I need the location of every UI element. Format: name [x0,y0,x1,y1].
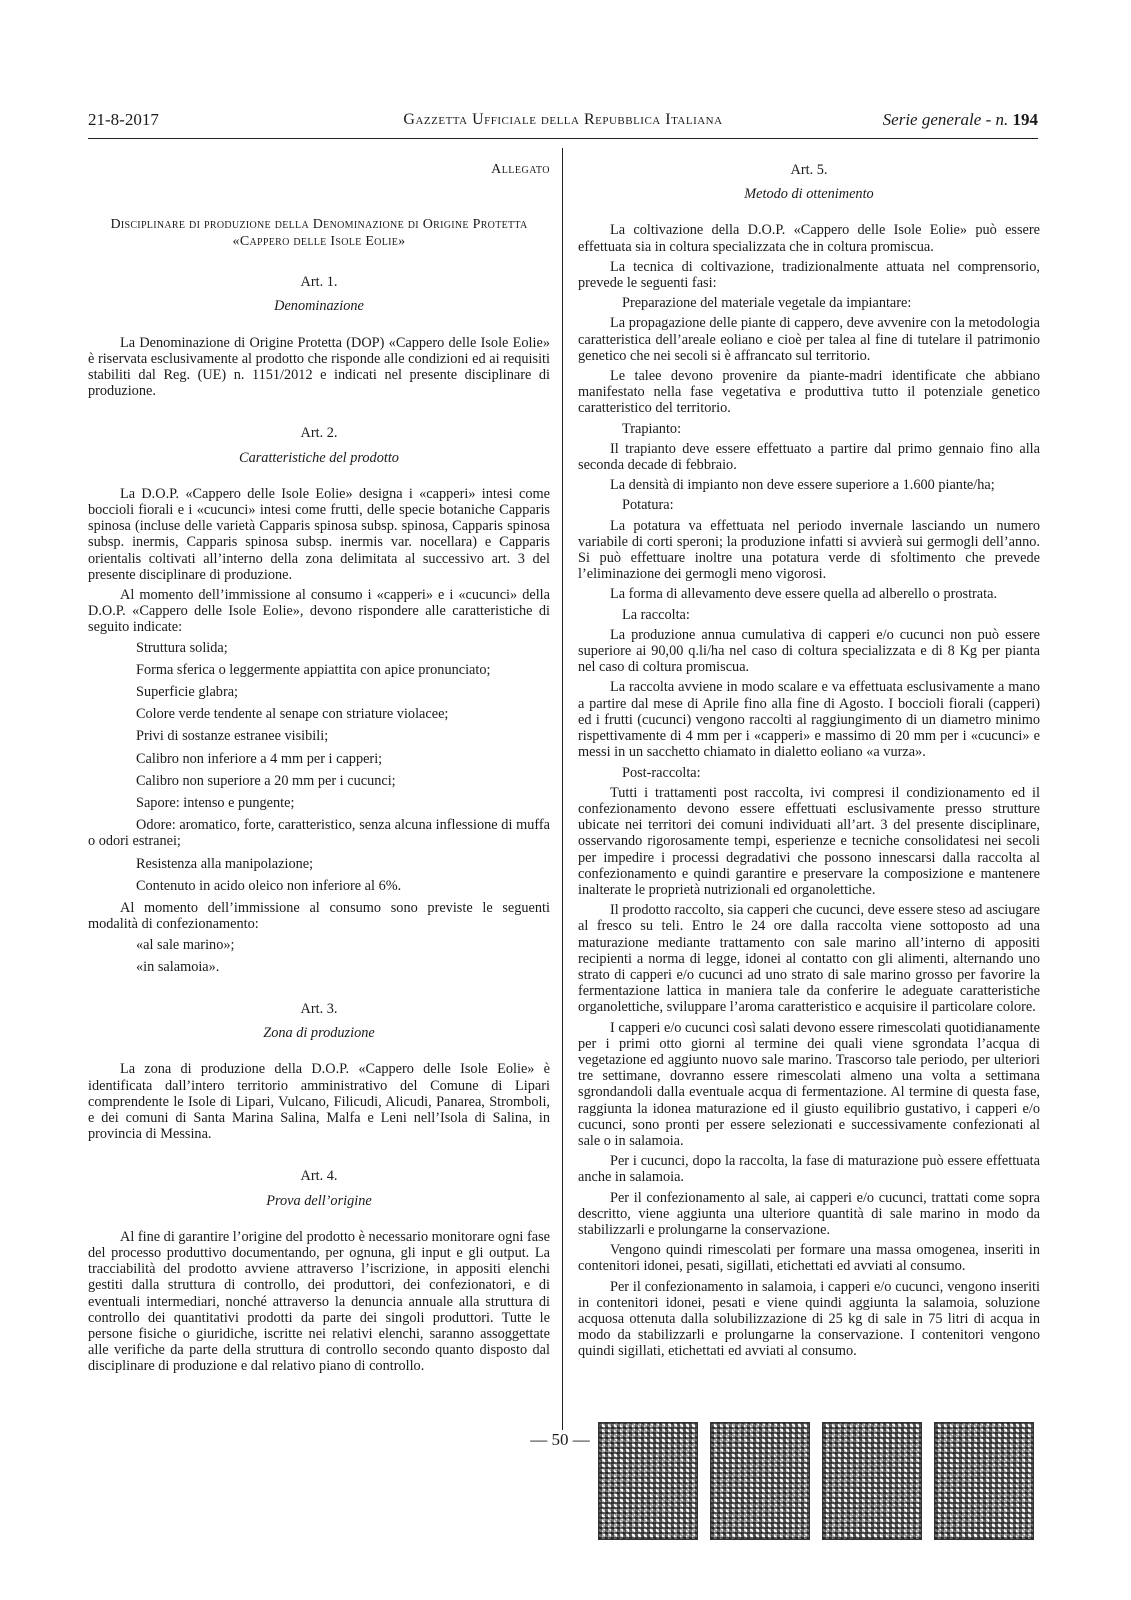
art5-paragraph: Il prodotto raccolto, sia capperi che cucunci, deve essere steso ad asciugare al fresco su teli. Entro le 24 ore dalla raccolta viene sottoposto ad una maturazione mediante trattamento con sale marino all’interno di appositi recipienti a norma di legge, idonei al contatto con gli alimenti, alternando uno strato di capperi e/o cucunci ad uno strato di sale marino grosso per favorire la fermentazione lattica in maniera tale da conferire le adeguate caratteristiche organolettiche, sviluppare l’aroma caratteristico e acquisire il particolare colore. [578,902,1040,1016]
allegato-label: Allegato [491,162,550,177]
characteristic-item: Privi di sostanze estranee visibili; [136,728,329,745]
gazette-title: Gazzetta Ufficiale della Repubblica Italiana [403,111,723,128]
art3-paragraph: La zona di produzione della D.O.P. «Cappero delle Isole Eolie» è identificata dall’intero territorio amministrativo del Comune di Lipari comprendente le Isole di Lipari, Vulcano, Filicudi, Alicudi, Panarea, Stromboli, e dei comuni di Santa Marina Salina, Malfa e Leni nell’Isola di Salina, in provincia di Messina. [88,1061,550,1143]
characteristic-item: Resistenza alla manipolazione; [136,855,314,872]
art5-paragraph: La coltivazione della D.O.P. «Cappero delle Isole Eolie» può essere effettuata sia in coltura specializzata che in coltura promiscua. [578,222,1040,255]
characteristic-item: Colore verde tendente al senape con striature violacee; [136,706,449,723]
phase-heading-post-raccolta: Post-raccolta: [622,764,701,781]
phase-heading-preparazione: Preparazione del materiale vegetale da impiantare: [622,295,912,312]
characteristic-item: Struttura solida; [136,639,228,656]
art5-paragraph: La propagazione delle piante di cappero, deve avvenire con la metodologia caratteristica dell’areale eoliano e cioè per talea al fine di tutelare il patrimonio genetico che nei secoli si è affrancato sul territorio. [578,315,1040,364]
art5-title: Metodo di ottenimento [744,186,874,203]
art3-number: Art. 3. [300,1000,338,1017]
art5-paragraph: Vengono quindi rimescolati per formare una massa omogenea, inseriti in contenitori idonei, pesati, sigillati, etichettati ed avviati al consumo. [578,1242,1040,1275]
series-label [883,110,1038,130]
art2-paragraph-1: La D.O.P. «Cappero delle Isole Eolie» designa i «capperi» intesi come boccioli fiorali e i «cucunci» intesi come frutti, delle specie botaniche Capparis spinosa (incluse delle varietà Capparis spinosa subsp. spinosa, Capparis spinosa subsp. inermis, Capparis spinosa subsp. inermis var. nocellara) e Capparis orientalis coltivati all’interno della zona delimitata al successivo art. 3 del presente disciplinare di produzione. [88,485,550,583]
page-header [88,110,1038,134]
art2-number: Art. 2. [300,425,338,442]
column-divider [562,148,563,1430]
characteristic-item: Calibro non superiore a 20 mm per i cucunci; [136,772,396,789]
disciplinare-title-line1: Disciplinare di produzione della Denominazione di Origine Protetta [110,217,528,233]
art5-paragraph: Le talee devono provenire da piante-madri identificate che abbiano manifestato nella fase vegetativa e produttiva tutto il potenziale genetico caratteristico del territorio. [578,368,1040,417]
art2-paragraph-3: Al momento dell’immissione al consumo sono previste le seguenti modalità di confezionamento: [88,900,550,933]
art5-paragraph: La raccolta avviene in modo scalare e va effettuata esclusivamente a mano a partire dal mese di Aprile fino alla fine di Agosto. I boccioli fiorali (capperi) ed i frutti (cucunci) vengono raccolti al raggiungimento di un diametro minimo rispettivamente di 4 mm per i «capperi» e massimo di 20 mm per i «cucunci» e messi in un sacchetto chiamato in dialetto eoliano «a vurza». [578,679,1040,761]
art2-paragraph-2: Al momento dell’immissione al consumo i «capperi» e i «cucunci» della D.O.P. «Cappero delle Isole Eolie», devono rispondere alle caratteristiche di seguito indicate: [88,587,550,636]
characteristic-item: Sapore: intenso e pungente; [136,795,295,812]
art4-title: Prova dell’origine [266,1192,372,1209]
packaging-item: «in salamoia». [136,958,220,975]
art5-paragraph: I capperi e/o cucunci così salati devono essere rimescolati quotidianamente per i primi otto giorni al termine dei quali viene sgrondata l’acqua di vegetazione ed aggiunto nuovo sale marino. Trascorso tale periodo, per ulteriori tre settimane, dovranno essere rimescolati almeno una volta a settimana sgrondandoli dalla eventuale acqua di fermentazione. Al termine di questa fase, raggiunta la idonea maturazione ed il giusto equilibrio gustativo, i capperi e/o cucunci, sono pronti per essere selezionati e successivamente confezionati al sale o in salamoia. [578,1019,1040,1149]
art5-paragraph: Il trapianto deve essere effettuato a partire dal primo gennaio fino alla seconda decade di febbraio. [578,440,1040,474]
qr-code-strip [598,1422,1034,1540]
qr-code-icon [822,1422,922,1540]
art4-paragraph: Al fine di garantire l’origine del prodotto è necessario monitorare ogni fase del processo produttivo documentando, per ognuna, gli input e gli output. La tracciabilità del prodotto avviene attraverso l’iscrizione, in appositi elenchi gestiti dalla struttura di controllo, dei produttori, dei confezionatori, e di eventuali intermediari, nonché attraverso la denuncia annuale alla struttura di controllo dei quantitativi prodotti da parte dei singoli produttori. Tutte le persone fisiche o giuridiche, iscritte nei relativi elenchi, saranno assoggettate alle verifiche da parte della struttura di controllo secondo quanto disposto dal disciplinare di produzione e dal relativo piano di controllo. [88,1228,550,1375]
characteristic-item: Superficie glabra; [136,684,239,701]
page-number: — 50 — [530,1430,590,1449]
art5-paragraph: La potatura va effettuata nel periodo invernale lasciando un numero variabile di corti speroni; la produzione infatti si avvierà sui germogli dell’anno. Si può effettuare inoltre una potatura verde di sfoltimento che prevede l’eliminazione dei germogli meno vigorosi. [578,517,1040,583]
qr-code-icon [710,1422,810,1540]
art1-number: Art. 1. [300,274,338,291]
art5-paragraph: La forma di allevamento deve essere quella ad alberello o prostrata. [610,586,998,603]
art5-paragraph: Per il confezionamento al sale, ai capperi e/o cucunci, trattati come sopra descritto, viene aggiunta una ulteriore quantità di sale marino in modo da stabilizzarli e prolungarne la conservazione. [578,1189,1040,1238]
publication-date: 21-8-2017 [88,110,159,129]
characteristic-item: Odore: aromatico, forte, caratteristico, senza alcuna inflessione di muffa o odori estranei; [88,817,550,850]
phase-heading-potatura: Potatura: [622,497,674,514]
art1-paragraph: La Denominazione di Origine Protetta (DOP) «Cappero delle Isole Eolie» è riservata esclusivamente al prodotto che risponde alle condizioni ed ai requisiti stabiliti dal Reg. (UE) n. 1151/2012 e indicati nel presente disciplinare di produzione. [88,334,550,400]
art1-title: Denominazione [274,298,364,315]
right-column [578,158,1040,1364]
packaging-item: «al sale marino»; [136,936,235,953]
characteristic-item: Contenuto in acido oleico non inferiore al 6%. [136,877,402,894]
phase-heading-trapianto: Trapianto: [622,420,682,437]
art5-paragraph: Tutti i trattamenti post raccolta, ivi compresi il condizionamento ed il confezionamento devono essere effettuati esclusivamente presso strutture ubicate nei territori dei comuni individuati all’art. 3 del presente disciplinare, osservando rigorosamente tempi, esperienze e tecniche consolidatesi nei secoli per impedire i processi degradativi che possono innescarsi dalla raccolta al confezionamento e quindi garantire e preservare la composizione e mantenere inalterate le proprietà nutrizionali ed organolettiche. [578,784,1040,898]
art2-title: Caratteristiche del prodotto [239,449,399,466]
phase-heading-raccolta: La raccolta: [622,606,690,623]
left-column [88,158,550,1379]
qr-code-icon [598,1422,698,1540]
qr-code-icon [934,1422,1034,1540]
art3-title: Zona di produzione [263,1025,375,1042]
art5-paragraph: Per i cucunci, dopo la raccolta, la fase di maturazione può essere effettuata anche in salamoia. [578,1153,1040,1186]
art5-paragraph: La densità di impianto non deve essere superiore a 1.600 piante/ha; [610,477,995,494]
art5-paragraph: La produzione annua cumulativa di capperi e/o cucunci non può essere superiore ai 90,00 q.li/ha nel caso di coltura specializzata e di 8 Kg per pianta nel caso di coltura promiscua. [578,626,1040,676]
art5-paragraph: La tecnica di coltivazione, tradizionalmente attuata nel comprensorio, prevede le seguenti fasi: [578,258,1040,292]
art4-number: Art. 4. [300,1168,338,1185]
art5-number: Art. 5. [790,162,828,178]
disciplinare-title [88,216,550,250]
series-text: Serie generale - n. [882,110,1013,129]
header-divider [88,138,1038,139]
art5-paragraph: Per il confezionamento in salamoia, i capperi e/o cucunci, vengono inseriti in contenitori idonei, pesati e viene quindi aggiunta la salamoia, soluzione acquosa ottenuta dalla solubilizzazione di 25 kg di sale in 75 litri di acqua in modo da stabilizzarli e prolungarne la conservazione. I contenitori vengono quindi sigillati, etichettati ed avviati al consumo. [578,1278,1040,1360]
disciplinare-title-line2: «Cappero delle Isole Eolie» [232,234,406,250]
series-number: 194 [1012,110,1038,129]
characteristic-item: Forma sferica o leggermente appiattita con apice pronunciato; [136,661,491,678]
characteristic-item: Calibro non inferiore a 4 mm per i capperi; [136,750,383,767]
